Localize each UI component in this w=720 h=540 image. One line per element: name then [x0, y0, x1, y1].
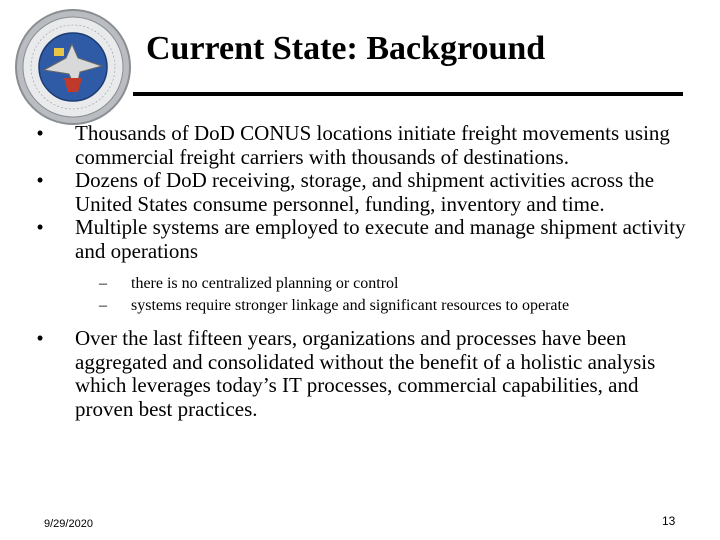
- sub-bullet-list: [75, 273, 698, 317]
- bullet-symbol: •: [36, 168, 44, 192]
- sub-bullet-symbol: –: [99, 275, 107, 292]
- bullet-text: Multiple systems are employed to execute and manage shipment activity and operations: [75, 215, 686, 263]
- bullet-text: Over the last fifteen years, organizations and processes have been aggregated and consolidated without the benefit of a holistic analysis which leverages today’s IT processes, commercial capabilities, and proven best practices.: [75, 326, 656, 421]
- bullet-item: [30, 122, 698, 169]
- page-number: 13: [662, 514, 676, 528]
- bullet-item: [30, 169, 698, 216]
- bullet-text: Dozens of DoD receiving, storage, and shipment activities across the United States consume personnel, funding, inventory and time.: [75, 168, 655, 216]
- footer-date: 9/29/2020: [44, 518, 93, 530]
- organization-seal-logo: [14, 8, 132, 126]
- sub-bullet-item: [99, 273, 698, 295]
- slide-title: Current State: Background: [146, 30, 546, 67]
- bullet-text: Thousands of DoD CONUS locations initiate freight movements using commercial freight carriers with thousands of destinations.: [75, 121, 670, 169]
- bullet-item: [30, 216, 698, 317]
- sub-bullet-text: systems require stronger linkage and significant resources to operate: [131, 297, 570, 314]
- bullet-symbol: •: [36, 326, 44, 350]
- bullet-symbol: •: [36, 121, 44, 145]
- bullet-item: [30, 327, 698, 421]
- sub-bullet-text: there is no centralized planning or control: [131, 275, 399, 292]
- title-underline: [133, 92, 683, 96]
- slide-content: [30, 122, 698, 421]
- organization-seal-icon: [14, 8, 132, 126]
- sub-bullet-item: [99, 295, 698, 317]
- sub-bullet-symbol: –: [99, 297, 107, 314]
- bullet-symbol: •: [36, 215, 44, 239]
